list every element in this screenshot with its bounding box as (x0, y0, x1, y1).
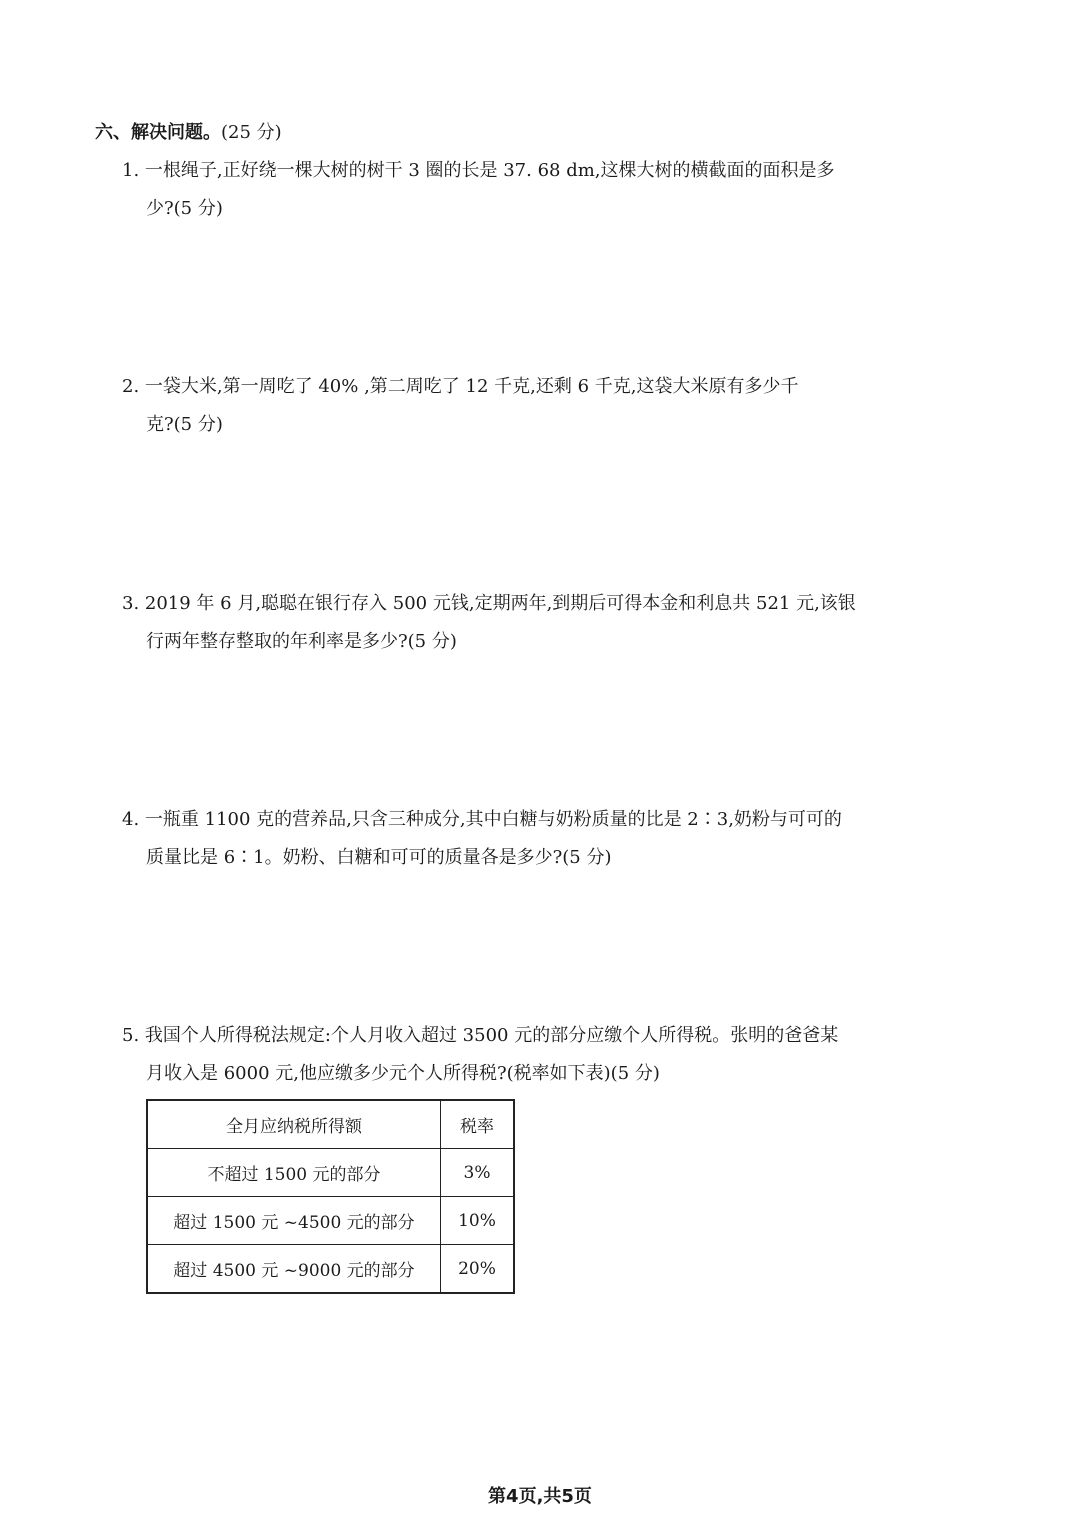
question-5 (122, 1017, 947, 1093)
table-header-rate: 税率 (441, 1100, 515, 1149)
table-row (147, 1149, 514, 1197)
question-5-line-2: 月收入是 6000 元,他应缴多少元个人所得税?(税率如下表)(5 分) (146, 1063, 660, 1084)
question-3-line-2: 行两年整存整取的年利率是多少?(5 分) (146, 631, 457, 652)
table-row (147, 1197, 514, 1245)
question-3-line-1: 3. 2019 年 6 月,聪聪在银行存入 500 元钱,定期两年,到期后可得本金和利息共 521 元,该银 (122, 593, 856, 614)
table-header-income: 全月应纳税所得额 (147, 1100, 441, 1149)
page-footer: 第4页,共5页 (488, 1486, 592, 1507)
question-2 (122, 368, 947, 444)
question-5-line-1: 5. 我国个人所得税法规定:个人月收入超过 3500 元的部分应缴个人所得税。张明的爸爸某 (122, 1025, 839, 1046)
table-row (147, 1245, 514, 1294)
section-title-text: 六、解决问题。 (95, 122, 221, 143)
table-header-row (147, 1100, 514, 1149)
table-cell-income: 超过 4500 元 ~9000 元的部分 (147, 1245, 441, 1294)
question-4-line-1: 4. 一瓶重 1100 克的营养品,只含三种成分,其中白糖与奶粉质量的比是 2∶3,奶粉与可可的 (122, 809, 842, 830)
table-cell-rate: 20% (441, 1245, 515, 1294)
question-1-line-2: 少?(5 分) (146, 198, 223, 219)
section-title (95, 118, 282, 144)
table-cell-income: 超过 1500 元 ~4500 元的部分 (147, 1197, 441, 1245)
question-1-line-1: 1. 一根绳子,正好绕一棵大树的树干 3 圈的长是 37. 68 dm,这棵大树的横截面的面积是多 (122, 160, 835, 181)
table-cell-rate: 3% (441, 1149, 515, 1197)
question-2-line-1: 2. 一袋大米,第一周吃了 40% ,第二周吃了 12 千克,还剩 6 千克,这袋大米原有多少千 (122, 376, 799, 397)
tax-rate-table (146, 1099, 515, 1294)
question-1 (122, 152, 947, 228)
question-4-line-2: 质量比是 6∶1。奶粉、白糖和可可的质量各是多少?(5 分) (146, 847, 612, 868)
table-cell-rate: 10% (441, 1197, 515, 1245)
section-points: (25 分) (221, 122, 282, 143)
table-cell-income: 不超过 1500 元的部分 (147, 1149, 441, 1197)
question-3 (122, 585, 947, 661)
question-4 (122, 801, 947, 877)
question-2-line-2: 克?(5 分) (146, 414, 223, 435)
